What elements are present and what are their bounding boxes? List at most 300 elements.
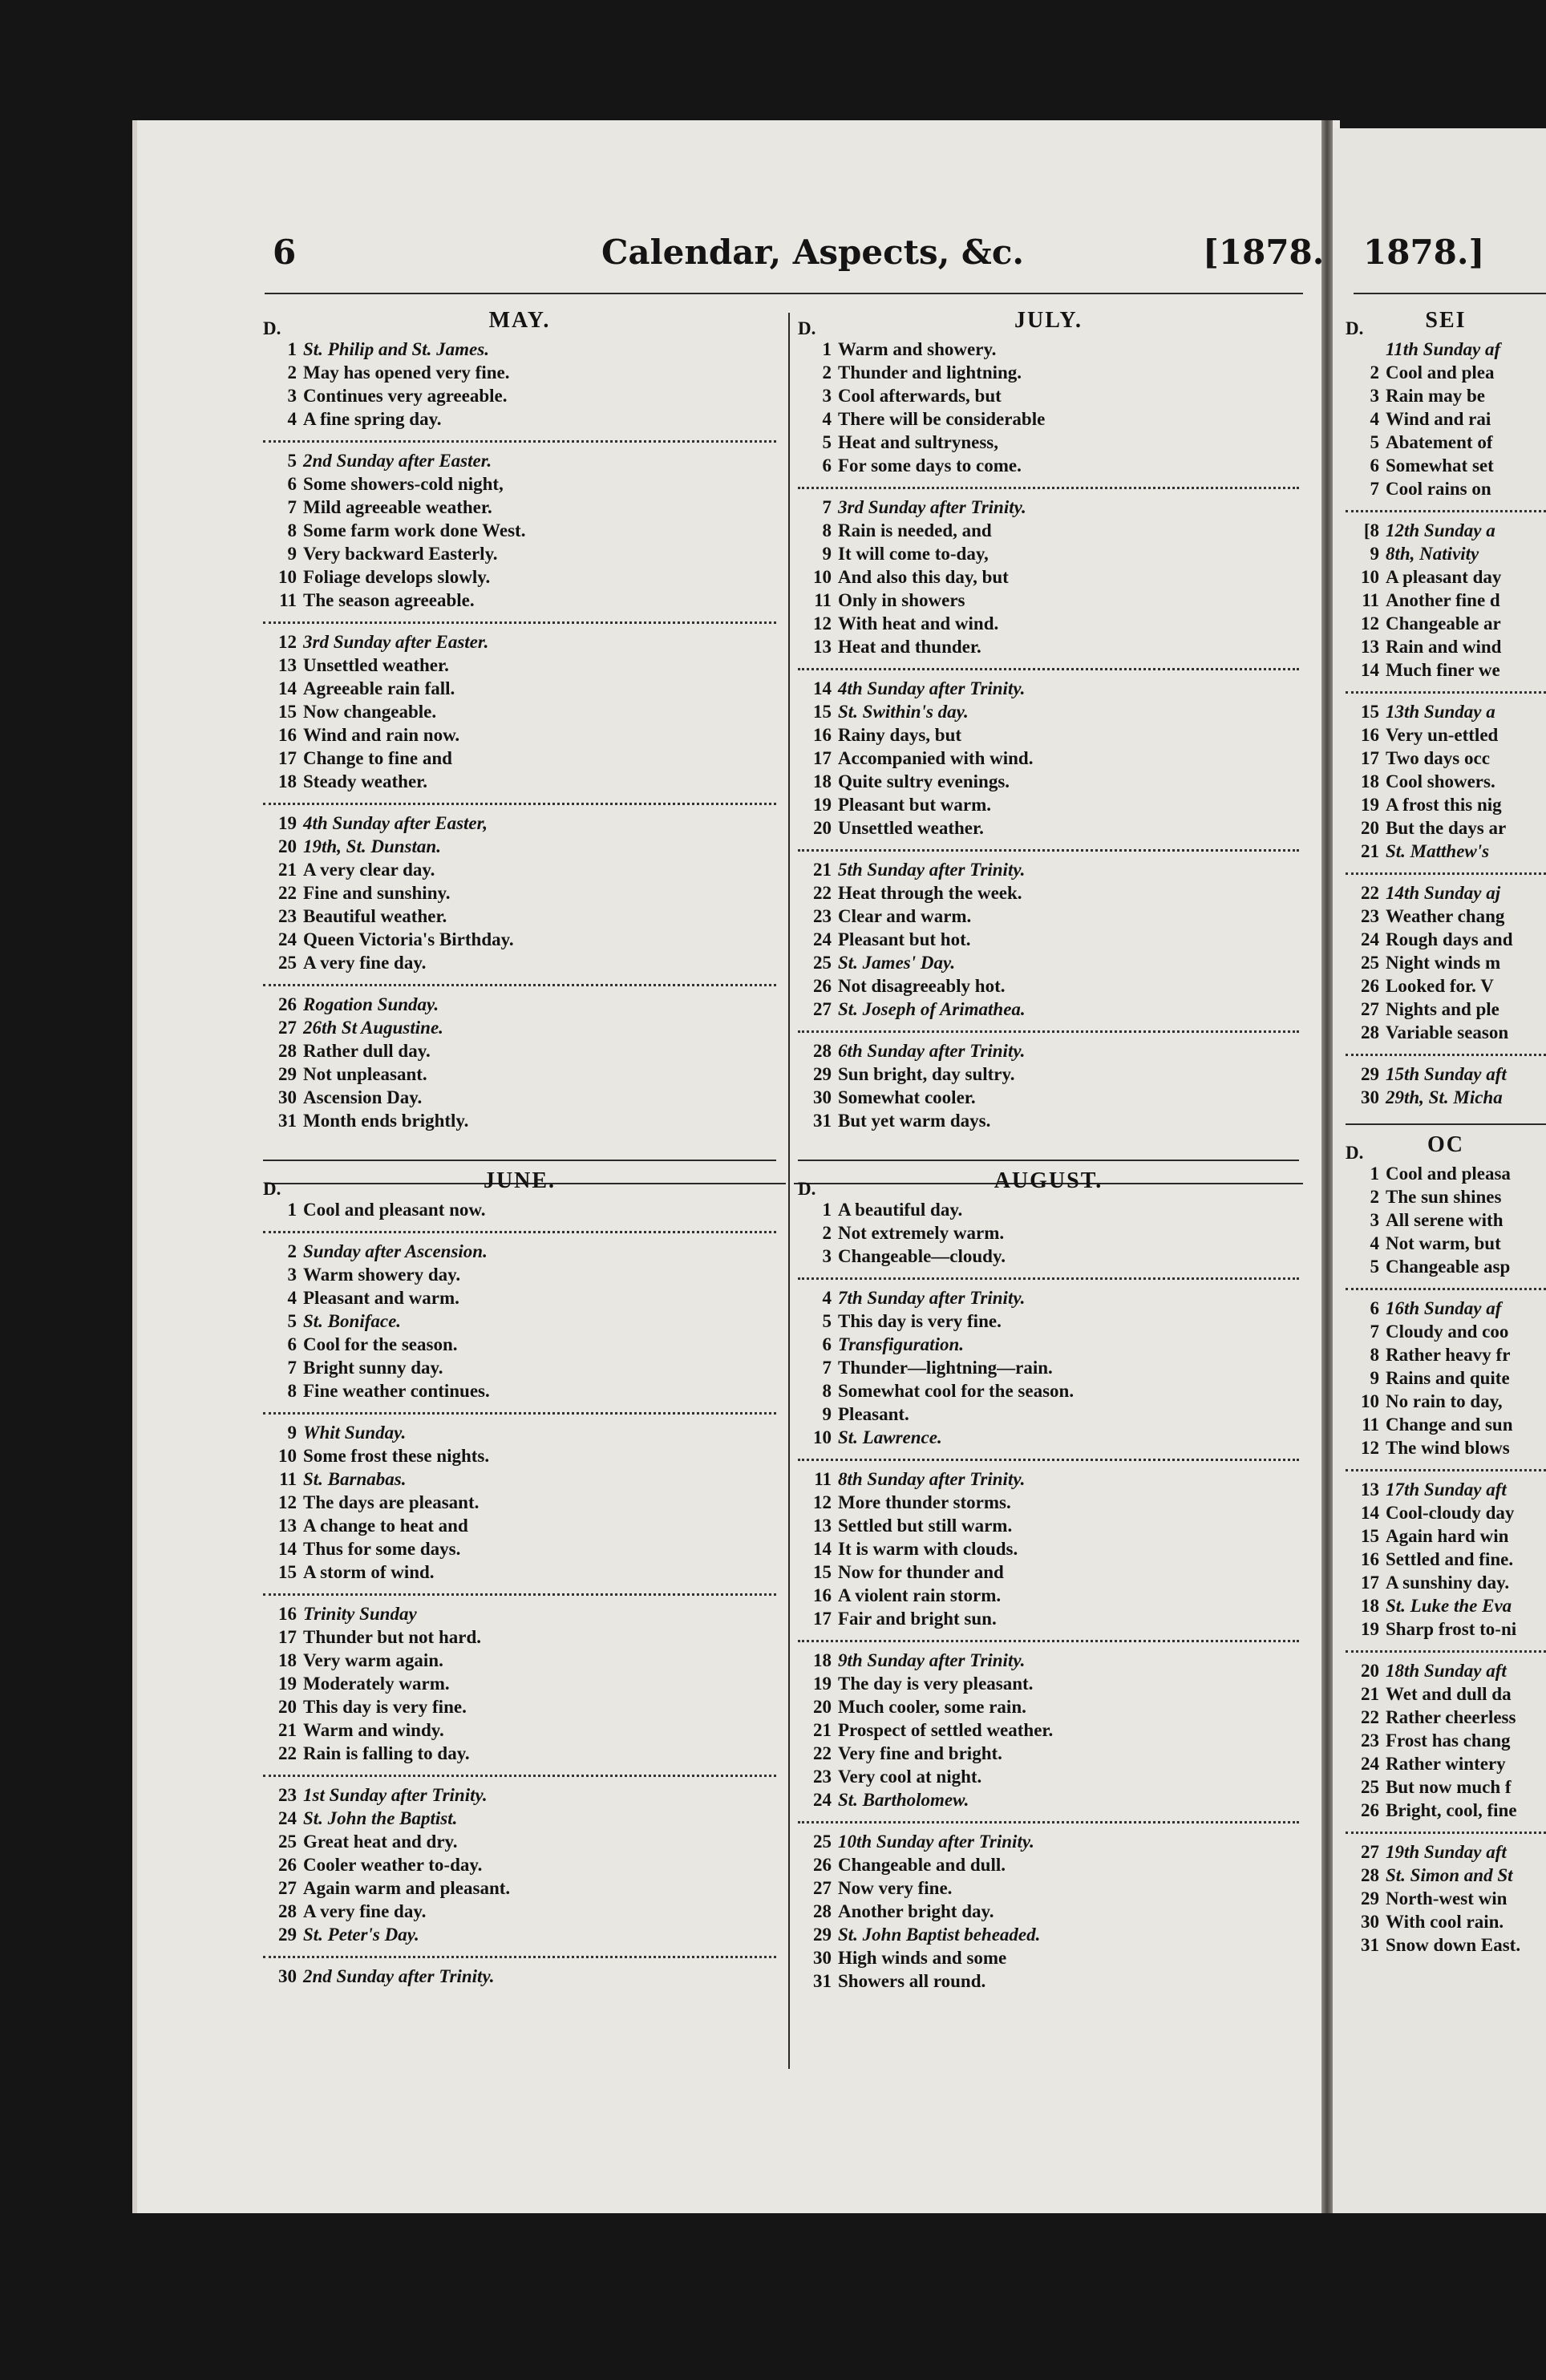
day-note: St. Philip and St. James. bbox=[303, 339, 489, 359]
day-note: Trinity Sunday bbox=[303, 1604, 417, 1624]
day-note: Rains and quite bbox=[1386, 1368, 1510, 1388]
day-number: 14 bbox=[278, 678, 297, 698]
day-number bbox=[1346, 338, 1386, 361]
day-note: Continues very agreeable. bbox=[303, 386, 508, 406]
calendar-entry bbox=[798, 1109, 1299, 1132]
day-note: Queen Victoria's Birthday. bbox=[303, 929, 514, 949]
calendar-entry bbox=[1346, 793, 1546, 816]
calendar-entry bbox=[798, 1765, 1299, 1788]
day-note: Accompanied with wind. bbox=[838, 748, 1034, 768]
calendar-entry bbox=[798, 1402, 1299, 1426]
day-column-label: D. bbox=[1346, 318, 1364, 338]
day-number: 7 bbox=[822, 497, 832, 517]
day-note: Some frost these nights. bbox=[303, 1446, 490, 1466]
day-note: Now changeable. bbox=[303, 702, 437, 722]
day-number: 1 bbox=[287, 339, 297, 359]
calendar-entry bbox=[263, 1016, 776, 1039]
day-note: 9th Sunday after Trinity. bbox=[838, 1650, 1026, 1670]
calendar-entry bbox=[1346, 1390, 1546, 1413]
day-number: 11 bbox=[814, 590, 832, 610]
calendar-entry bbox=[798, 1467, 1299, 1491]
day-note: 18th Sunday aft bbox=[1386, 1661, 1507, 1681]
day-number: 10 bbox=[278, 567, 297, 587]
calendar-entry bbox=[263, 835, 776, 858]
day-number: 5 bbox=[822, 432, 832, 452]
day-note: 8th Sunday after Trinity. bbox=[838, 1469, 1026, 1489]
day-number: 12 bbox=[1361, 1438, 1379, 1458]
calendar-entry bbox=[798, 1853, 1299, 1876]
day-number: 24 bbox=[278, 929, 297, 949]
day-note: 7th Sunday after Trinity. bbox=[838, 1288, 1026, 1308]
day-note: 5th Sunday after Trinity. bbox=[838, 860, 1026, 880]
day-note: Agreeable rain fall. bbox=[303, 678, 455, 698]
day-note: Very backward Easterly. bbox=[303, 544, 498, 564]
calendar-entry bbox=[798, 1426, 1299, 1449]
calendar-entry bbox=[263, 1923, 776, 1946]
day-number: 2 bbox=[287, 1241, 297, 1261]
day-note: Again warm and pleasant. bbox=[303, 1878, 511, 1898]
day-note: Quite sultry evenings. bbox=[838, 771, 1010, 791]
week-group bbox=[798, 849, 1299, 1021]
calendar-entry bbox=[1346, 1659, 1546, 1682]
week-group bbox=[1346, 872, 1546, 1044]
day-number: 28 bbox=[1361, 1022, 1379, 1042]
day-number: 10 bbox=[278, 1446, 297, 1466]
day-number: 12 bbox=[1361, 613, 1379, 633]
day-number: 27 bbox=[1361, 999, 1379, 1019]
calendar-entry bbox=[1346, 770, 1546, 793]
day-number: 29 bbox=[1361, 1888, 1379, 1908]
day-note: 14th Sunday aj bbox=[1386, 883, 1501, 903]
day-note: 13th Sunday a bbox=[1386, 702, 1495, 722]
day-note: Some farm work done West. bbox=[303, 520, 526, 540]
day-note: Not warm, but bbox=[1386, 1233, 1501, 1253]
day-number: 30 bbox=[813, 1087, 832, 1107]
day-note: Wind and rai bbox=[1386, 409, 1491, 429]
day-number: 15 bbox=[278, 702, 297, 722]
day-number: 8 bbox=[822, 520, 832, 540]
day-number: 23 bbox=[813, 1767, 832, 1787]
week-group bbox=[798, 1277, 1299, 1449]
calendar-entry bbox=[263, 1198, 776, 1221]
week-group bbox=[1346, 1832, 1546, 1957]
day-note: Bright sunny day. bbox=[303, 1358, 443, 1378]
day-note: Cool rains on bbox=[1386, 479, 1491, 499]
day-note: 6th Sunday after Trinity. bbox=[838, 1041, 1026, 1061]
day-number: 30 bbox=[278, 1087, 297, 1107]
day-number: 8 bbox=[287, 520, 297, 540]
day-number: 19 bbox=[813, 1674, 832, 1694]
day-note: Unsettled weather. bbox=[303, 655, 449, 675]
day-note: St. Lawrence. bbox=[838, 1427, 942, 1447]
calendar-entry bbox=[263, 472, 776, 496]
day-number: 9 bbox=[1370, 1368, 1379, 1388]
calendar-entry bbox=[798, 974, 1299, 998]
calendar-entry bbox=[1346, 928, 1546, 951]
day-number: 10 bbox=[1361, 1391, 1379, 1411]
day-note: Not extremely warm. bbox=[838, 1223, 1005, 1243]
day-note: Cloudy and coo bbox=[1386, 1322, 1509, 1342]
calendar-entry bbox=[263, 630, 776, 654]
calendar-entry bbox=[263, 1830, 776, 1853]
calendar-entry bbox=[263, 1783, 776, 1807]
day-number: 18 bbox=[278, 771, 297, 791]
calendar-entry bbox=[1346, 974, 1546, 998]
calendar-entry bbox=[1346, 1162, 1546, 1185]
day-number: 22 bbox=[278, 883, 297, 903]
calendar-entry bbox=[798, 1062, 1299, 1086]
day-number: 25 bbox=[813, 1832, 832, 1852]
calendar-entry bbox=[263, 1649, 776, 1672]
day-note: Rough days and bbox=[1386, 929, 1513, 949]
day-note: St. Matthew's bbox=[1386, 841, 1490, 861]
day-note: Now for thunder and bbox=[838, 1562, 1004, 1582]
day-note: A fine spring day. bbox=[303, 409, 442, 429]
calendar-entry bbox=[263, 1602, 776, 1625]
day-number: 7 bbox=[822, 1358, 832, 1378]
day-note: Rain and wind bbox=[1386, 637, 1502, 657]
day-number: 12 bbox=[813, 1492, 832, 1512]
calendar-entry bbox=[263, 1742, 776, 1765]
day-number: 1 bbox=[822, 339, 832, 359]
calendar-entry bbox=[1346, 816, 1546, 840]
day-number: 25 bbox=[813, 953, 832, 973]
calendar-entry bbox=[798, 454, 1299, 477]
calendar-entry bbox=[263, 361, 776, 384]
week-group bbox=[263, 1412, 776, 1584]
calendar-entry bbox=[1346, 384, 1546, 407]
day-note: 15th Sunday aft bbox=[1386, 1064, 1507, 1084]
day-note: Sunday after Ascension. bbox=[303, 1241, 488, 1261]
calendar-entry bbox=[263, 1309, 776, 1333]
calendar-entry bbox=[1346, 1799, 1546, 1822]
calendar-entry bbox=[263, 1672, 776, 1695]
month-name: SEI bbox=[1425, 309, 1467, 333]
calendar-entry bbox=[1346, 1887, 1546, 1910]
calendar-entry bbox=[798, 1607, 1299, 1630]
calendar-entry bbox=[1346, 542, 1546, 565]
calendar-entry bbox=[798, 816, 1299, 840]
week-group bbox=[1346, 1288, 1546, 1459]
day-note: But yet warm days. bbox=[838, 1111, 991, 1131]
week-group bbox=[263, 440, 776, 612]
calendar-entry bbox=[1346, 1594, 1546, 1617]
week-group bbox=[798, 1821, 1299, 1993]
calendar-entry bbox=[1346, 1366, 1546, 1390]
day-note: Cool and pleasa bbox=[1386, 1164, 1511, 1184]
day-number: 21 bbox=[1361, 841, 1379, 861]
day-note: Thus for some days. bbox=[303, 1539, 461, 1559]
calendar-entry bbox=[798, 928, 1299, 951]
calendar-entry bbox=[798, 612, 1299, 635]
day-note: A violent rain storm. bbox=[838, 1585, 1002, 1605]
calendar-entry bbox=[263, 1039, 776, 1062]
day-note: Change to fine and bbox=[303, 748, 452, 768]
day-number: 24 bbox=[813, 1790, 832, 1810]
day-number: 6 bbox=[822, 1334, 832, 1354]
day-note: Wind and rain now. bbox=[303, 725, 460, 745]
day-number: 7 bbox=[1370, 1322, 1379, 1342]
day-number: 3 bbox=[287, 386, 297, 406]
calendar-entry bbox=[798, 542, 1299, 565]
day-note: Only in showers bbox=[838, 590, 965, 610]
calendar-entry bbox=[798, 770, 1299, 793]
day-note: Warm and showery. bbox=[838, 339, 997, 359]
day-note: The day is very pleasant. bbox=[838, 1674, 1034, 1694]
day-number: 17 bbox=[278, 748, 297, 768]
day-note: Beautiful weather. bbox=[303, 906, 447, 926]
calendar-entry bbox=[798, 635, 1299, 658]
day-note: Cool and pleasant now. bbox=[303, 1200, 486, 1220]
calendar-entry bbox=[1346, 1617, 1546, 1641]
day-note: St. Swithin's day. bbox=[838, 702, 969, 722]
week-group bbox=[263, 984, 776, 1132]
calendar-entry bbox=[1346, 1910, 1546, 1933]
day-note: Some showers-cold night, bbox=[303, 474, 504, 494]
day-note: A storm of wind. bbox=[303, 1562, 435, 1582]
calendar-entry bbox=[1346, 1062, 1546, 1086]
day-number: 14 bbox=[1361, 660, 1379, 680]
day-number: 17 bbox=[278, 1627, 297, 1647]
day-note: Very un-ettled bbox=[1386, 725, 1499, 745]
calendar-entry bbox=[1346, 1208, 1546, 1232]
day-number: 25 bbox=[1361, 953, 1379, 973]
calendar-entry bbox=[798, 361, 1299, 384]
calendar-entry bbox=[263, 1109, 776, 1132]
day-note: 2nd Sunday after Easter. bbox=[303, 451, 492, 471]
day-number: 22 bbox=[813, 883, 832, 903]
day-number: 26 bbox=[1361, 976, 1379, 996]
day-note: Rain may be bbox=[1386, 386, 1485, 406]
day-note: 2nd Sunday after Trinity. bbox=[303, 1966, 495, 1986]
day-note: 29th, St. Micha bbox=[1386, 1087, 1503, 1107]
day-number: 16 bbox=[278, 725, 297, 745]
day-note: Pleasant. bbox=[838, 1404, 909, 1424]
calendar-entry bbox=[263, 1062, 776, 1086]
calendar-entry bbox=[798, 1900, 1299, 1923]
calendar-entry bbox=[798, 1830, 1299, 1853]
calendar-entry bbox=[798, 1584, 1299, 1607]
day-number: 16 bbox=[1361, 725, 1379, 745]
day-number: 20 bbox=[813, 818, 832, 838]
day-number: 2 bbox=[1370, 362, 1379, 382]
day-note: St. Joseph of Arimathea. bbox=[838, 999, 1026, 1019]
day-number: 3 bbox=[1370, 386, 1379, 406]
header-rule bbox=[265, 293, 1303, 294]
day-number: 31 bbox=[278, 1111, 297, 1131]
calendar-entry bbox=[798, 565, 1299, 589]
calendar-entry bbox=[263, 1491, 776, 1514]
calendar-entry bbox=[263, 1379, 776, 1402]
day-number: 16 bbox=[813, 725, 832, 745]
day-number: 23 bbox=[1361, 1730, 1379, 1751]
day-number: 12 bbox=[813, 613, 832, 633]
calendar-entry bbox=[263, 905, 776, 928]
calendar-entry bbox=[1346, 998, 1546, 1021]
calendar-entry bbox=[263, 1718, 776, 1742]
day-note: The sun shines bbox=[1386, 1187, 1502, 1207]
calendar-entry bbox=[263, 1695, 776, 1718]
calendar-column-may-june bbox=[263, 309, 776, 2002]
day-number: 22 bbox=[1361, 883, 1379, 903]
day-number: 1 bbox=[1370, 1164, 1379, 1184]
day-note: Thunder but not hard. bbox=[303, 1627, 481, 1647]
day-number: 5 bbox=[1370, 1257, 1379, 1277]
day-note: Cool for the season. bbox=[303, 1334, 458, 1354]
day-number: 20 bbox=[278, 836, 297, 856]
calendar-entry bbox=[1346, 1343, 1546, 1366]
day-number: 7 bbox=[1370, 479, 1379, 499]
calendar-entry bbox=[263, 1965, 776, 1988]
calendar-entry bbox=[798, 1672, 1299, 1695]
day-number: 17 bbox=[813, 748, 832, 768]
day-number: 21 bbox=[813, 1720, 832, 1740]
day-number: 14 bbox=[813, 678, 832, 698]
day-note: Thunder and lightning. bbox=[838, 362, 1022, 382]
day-number: 13 bbox=[278, 655, 297, 675]
calendar-entry bbox=[798, 793, 1299, 816]
day-note: This day is very fine. bbox=[838, 1311, 1002, 1331]
day-number: 19 bbox=[1361, 1619, 1379, 1639]
day-note: Changeable—cloudy. bbox=[838, 1246, 1006, 1266]
day-number: 4 bbox=[822, 409, 832, 429]
calendar-entry bbox=[798, 905, 1299, 928]
day-number: 3 bbox=[287, 1265, 297, 1285]
calendar-entry bbox=[1346, 1297, 1546, 1320]
day-note: St. Barnabas. bbox=[303, 1469, 407, 1489]
day-number: 22 bbox=[1361, 1707, 1379, 1727]
calendar-entry bbox=[263, 1853, 776, 1876]
month-heading bbox=[263, 1168, 776, 1199]
year-right: 1878.] bbox=[1363, 233, 1485, 272]
day-note: More thunder storms. bbox=[838, 1492, 1011, 1512]
day-number: 25 bbox=[1361, 1777, 1379, 1797]
day-number: 27 bbox=[1361, 1842, 1379, 1862]
calendar-entry bbox=[798, 1537, 1299, 1560]
day-number: 4 bbox=[822, 1288, 832, 1308]
month-name: OC bbox=[1427, 1132, 1464, 1157]
day-number: 11 bbox=[1362, 1415, 1379, 1435]
day-note: Another fine d bbox=[1386, 590, 1500, 610]
calendar-entry bbox=[1346, 635, 1546, 658]
day-number: 13 bbox=[1361, 637, 1379, 657]
calendar-entry bbox=[798, 589, 1299, 612]
calendar-entry bbox=[1346, 1775, 1546, 1799]
month-section bbox=[1346, 309, 1546, 1109]
day-note: Frost has chang bbox=[1386, 1730, 1511, 1751]
day-note: A very fine day. bbox=[303, 1901, 427, 1921]
day-note: Night winds m bbox=[1386, 953, 1501, 973]
day-note: With heat and wind. bbox=[838, 613, 999, 633]
day-number: 28 bbox=[813, 1901, 832, 1921]
day-note: Another bright day. bbox=[838, 1901, 994, 1921]
day-note: Fine and sunshiny. bbox=[303, 883, 451, 903]
calendar-entry bbox=[798, 1969, 1299, 1993]
day-number: 20 bbox=[1361, 1661, 1379, 1681]
day-note: Fair and bright sun. bbox=[838, 1609, 997, 1629]
week-group bbox=[1346, 691, 1546, 863]
week-group bbox=[1346, 1162, 1546, 1278]
calendar-entry bbox=[263, 858, 776, 881]
day-note: Rainy days, but bbox=[838, 725, 962, 745]
day-note: A beautiful day. bbox=[838, 1200, 963, 1220]
day-number: 21 bbox=[278, 1720, 297, 1740]
day-note: Changeable ar bbox=[1386, 613, 1501, 633]
month-heading bbox=[263, 308, 776, 338]
calendar-entry bbox=[798, 1560, 1299, 1584]
day-note: Heat through the week. bbox=[838, 883, 1022, 903]
calendar-entry bbox=[263, 1467, 776, 1491]
calendar-entry bbox=[798, 677, 1299, 700]
day-note: Prospect of settled weather. bbox=[838, 1720, 1054, 1740]
day-number: 10 bbox=[813, 1427, 832, 1447]
calendar-entry bbox=[1346, 1864, 1546, 1887]
day-number: 17 bbox=[813, 1609, 832, 1629]
month-name: AUGUST. bbox=[994, 1168, 1103, 1193]
day-number: 4 bbox=[287, 409, 297, 429]
calendar-entry bbox=[263, 565, 776, 589]
day-note: Changeable asp bbox=[1386, 1257, 1511, 1277]
day-note: All serene with bbox=[1386, 1210, 1504, 1230]
calendar-entry bbox=[263, 723, 776, 747]
month-heading bbox=[1346, 309, 1546, 338]
day-note: Great heat and dry. bbox=[303, 1832, 458, 1852]
day-number: 11 bbox=[279, 1469, 297, 1489]
calendar-entry bbox=[1346, 1571, 1546, 1594]
calendar-entry bbox=[263, 700, 776, 723]
day-note: There will be considerable bbox=[838, 409, 1046, 429]
week-group bbox=[798, 1198, 1299, 1268]
month-section bbox=[263, 1160, 776, 1988]
day-note: Very warm again. bbox=[303, 1650, 443, 1670]
day-number: 14 bbox=[813, 1539, 832, 1559]
day-number: 15 bbox=[1361, 1526, 1379, 1546]
calendar-entry bbox=[1346, 1548, 1546, 1571]
day-number: 10 bbox=[813, 567, 832, 587]
day-number: 11 bbox=[279, 590, 297, 610]
day-number: 21 bbox=[1361, 1684, 1379, 1704]
day-number: 31 bbox=[813, 1111, 832, 1131]
calendar-entry bbox=[1346, 338, 1546, 361]
calendar-entry bbox=[798, 407, 1299, 431]
day-note: St. James' Day. bbox=[838, 953, 956, 973]
calendar-entry bbox=[263, 951, 776, 974]
day-note: St. Luke the Eva bbox=[1386, 1596, 1512, 1616]
calendar-entry bbox=[1346, 407, 1546, 431]
day-number: 11 bbox=[814, 1469, 832, 1489]
day-note: Pleasant but warm. bbox=[838, 795, 992, 815]
day-number: 13 bbox=[813, 637, 832, 657]
day-number: 23 bbox=[1361, 906, 1379, 926]
day-note: Rather wintery bbox=[1386, 1754, 1506, 1774]
day-number: 13 bbox=[1361, 1479, 1379, 1500]
day-column-label: D. bbox=[263, 1179, 281, 1199]
day-number: 23 bbox=[278, 1785, 297, 1805]
calendar-entry bbox=[263, 1333, 776, 1356]
day-number: 29 bbox=[278, 1064, 297, 1084]
day-note: Very cool at night. bbox=[838, 1767, 982, 1787]
month-name: MAY. bbox=[488, 308, 551, 333]
calendar-entry bbox=[798, 951, 1299, 974]
day-note: North-west win bbox=[1386, 1888, 1508, 1908]
day-number: 10 bbox=[1361, 567, 1379, 587]
day-number: 18 bbox=[813, 1650, 832, 1670]
calendar-entry bbox=[263, 1900, 776, 1923]
day-note: St. John the Baptist. bbox=[303, 1808, 458, 1828]
day-number: 17 bbox=[1361, 748, 1379, 768]
calendar-entry bbox=[1346, 589, 1546, 612]
calendar-entry bbox=[1346, 1478, 1546, 1501]
